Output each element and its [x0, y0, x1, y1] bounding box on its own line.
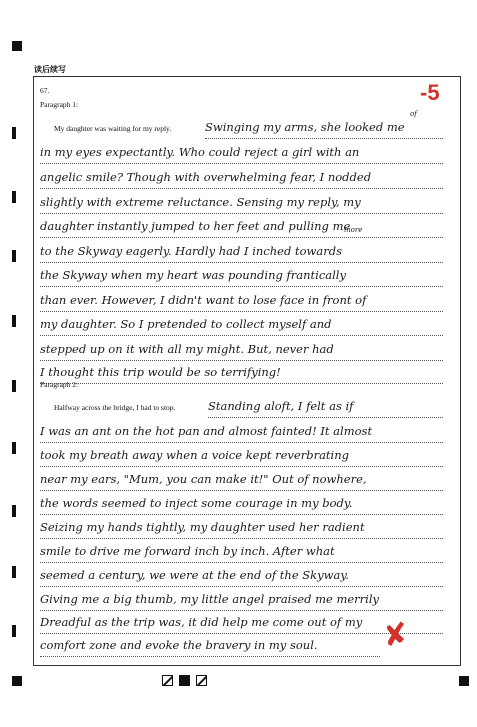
handwritten-line: stepped up on it with all my might. But, never had: [40, 338, 443, 361]
handwritten-line: to the Skyway eagerly. Hardly had I inched towards: [40, 240, 443, 263]
alignment-mark: [12, 191, 16, 203]
handwritten-line: angelic smile? Though with overwhelming fear, I nodded: [40, 166, 443, 189]
handwritten-line: took my breath away when a voice kept reverbrating: [40, 444, 443, 467]
alignment-mark: [459, 676, 469, 686]
handwritten-line: Giving me a big thumb, my little angel praised me merrily: [40, 588, 443, 611]
alignment-mark: [12, 566, 16, 578]
handwritten-line: near my ears, "Mum, you can make it!" Out of nowhere,: [40, 468, 443, 491]
paragraph-1-prompt: My daughter was waiting for my reply.: [54, 124, 172, 133]
alignment-mark: [12, 315, 16, 327]
grading-cross-mark: ✘: [380, 616, 411, 655]
handwritten-line: the words seemed to inject some courage in my body.: [40, 492, 443, 515]
alignment-mark: [12, 127, 16, 139]
barcode-square: [162, 675, 173, 686]
handwritten-line: I thought this trip would be so terrifying!: [40, 361, 443, 384]
barcode-square: [196, 675, 207, 686]
score-mark: -5: [420, 80, 440, 105]
paragraph-1-label: Paragraph 1:: [40, 100, 79, 109]
alignment-mark: [12, 625, 16, 637]
handwritten-line: the Skyway when my heart was pounding frantically: [40, 264, 443, 287]
handwritten-line: Dreadful as the trip was, it did help me come out of my: [40, 611, 443, 634]
handwritten-line: daughter instantly jumped to her feet and pulling me: [40, 215, 443, 238]
handwritten-line: Swinging my arms, she looked me: [205, 116, 443, 139]
insertion-more: more: [344, 226, 363, 234]
handwritten-line: I was an ant on the hot pan and almost fainted! It almost: [40, 420, 443, 443]
barcode-square: [179, 675, 190, 686]
handwritten-line: my daughter. So I pretended to collect myself and: [40, 313, 443, 336]
handwritten-line: smile to drive me forward inch by inch. After what: [40, 540, 443, 563]
sheet-title: 读后续写: [34, 65, 66, 74]
handwritten-line: Seizing my hands tightly, my daughter used her radient: [40, 516, 443, 539]
handwritten-line: slightly with extreme reluctance. Sensing my reply, my: [40, 191, 443, 214]
handwritten-line: comfort zone and evoke the bravery in my soul.: [40, 634, 380, 657]
handwritten-line: than ever. However, I didn't want to lose face in front of: [40, 289, 443, 312]
alignment-mark: [12, 442, 16, 454]
question-number: 67.: [40, 86, 50, 95]
handwritten-line: Standing aloft, I felt as if: [208, 395, 443, 418]
alignment-mark: [12, 41, 22, 51]
alignment-mark: [12, 505, 16, 517]
handwritten-line: seemed a century, we were at the end of the Skyway.: [40, 564, 443, 587]
paragraph-2-label: Paragraph 2:: [40, 380, 79, 389]
insertion-of: of: [410, 110, 417, 118]
paragraph-2-prompt: Halfway across the bridge, I had to stop.: [54, 403, 176, 412]
handwritten-line: in my eyes expectantly. Who could reject a girl with an: [40, 141, 443, 164]
alignment-mark: [12, 676, 22, 686]
alignment-mark: [12, 380, 16, 392]
alignment-mark: [12, 250, 16, 262]
